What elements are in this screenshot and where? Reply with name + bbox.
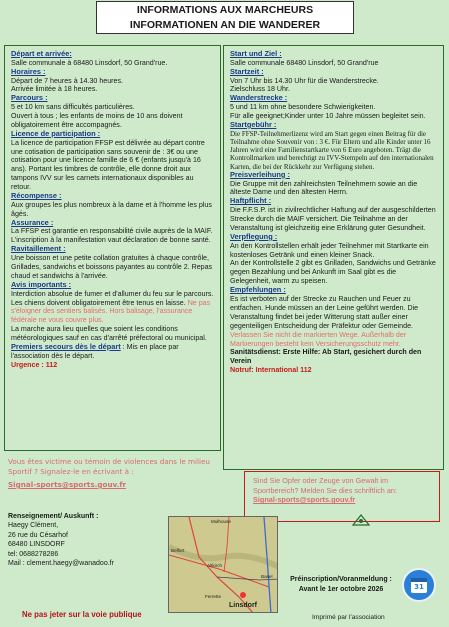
licence-text: La licence de participation FFSP est délivrée au départ contre une cotisation de participation sans souvenir de : 3€ ou une cotisation pour une licence famille de 6 € (enfants jusqu'à 16 ans). Portant les timbres de contrôle, elle donne droit aux tampons IVV sur les carnets internationaux disponibles au retour. bbox=[11, 138, 205, 192]
contact-street: 26 rue du Césarhof bbox=[8, 531, 68, 539]
map-label-basel: Basel bbox=[261, 574, 273, 579]
parcours-text-2: Ouvert à tous ; les enfants de moins de 10 ans doivent obligatoirement être accompagnés. bbox=[11, 112, 183, 129]
map-graphic bbox=[169, 517, 278, 613]
contact-city: 68480 LINSDORF bbox=[8, 541, 65, 549]
horaires-text-1: Départ de 7 heures à 14.30 heures. bbox=[11, 76, 124, 85]
location-map bbox=[168, 516, 278, 613]
horaires-text-2: Arrivée limitée à 18 heures. bbox=[11, 85, 98, 94]
map-label-altkirch: Altkirch bbox=[207, 563, 223, 568]
fr-violence-email[interactable]: Signal-sports@sports.gouv.fr bbox=[8, 480, 127, 489]
ravitaillement-heading: Ravitaillement : bbox=[11, 244, 66, 254]
start-text: Salle communale 68480 Linsdorf, 50 Grand'rue bbox=[230, 58, 379, 67]
verpflegung-heading: Verpflegung : bbox=[230, 231, 278, 241]
assurance-text: La FFSP est garantie en responsabilité civile auprès de la MAIF. L'inscription à la manifestation vaut déclaration de bonne santé. bbox=[11, 227, 213, 245]
title-box bbox=[96, 1, 354, 34]
strecke-text-2: Für alle geeignet;Kinder unter 10 Jahre müssen begleitet sein. bbox=[230, 112, 426, 121]
startzeit-heading: Startzeit : bbox=[230, 66, 264, 76]
ffsp-logo-icon bbox=[352, 513, 370, 527]
recompense-text: Aux groupes les plus nombreux à la dame et à l'homme les plus âgés. bbox=[11, 200, 212, 218]
verpflegung-text-2: An der Kontrollstelle 2 gibt es Grilladen, Sandwichs und Getränke gegen Bezahlung und bei Ankunft im Saal gibt es die Gelegenheit, warm zu speisen. bbox=[230, 259, 436, 286]
de-violence-notice bbox=[244, 471, 440, 522]
parcours-text-1: 5 et 10 km sans difficultés particulières. bbox=[11, 103, 135, 112]
empfehlungen-heading: Empfehlungen : bbox=[230, 285, 286, 295]
secours-line bbox=[11, 343, 214, 361]
title-fr: INFORMATIONS AUX MARCHEURS bbox=[136, 4, 314, 16]
ne-pas-jeter-notice: Ne pas jeter sur la voie publique bbox=[22, 610, 142, 619]
preinscription-label: Préinscription/Voranmeldung : bbox=[290, 576, 392, 583]
startzeit-text-1: Von 7 Uhr bis 14.30 Uhr für die Wanderstrecke. bbox=[230, 76, 379, 85]
contact-block bbox=[8, 512, 168, 568]
notruf-text: Notruf: International 112 bbox=[230, 366, 312, 375]
calendar-icon bbox=[402, 568, 436, 602]
depart-text: Salle communale à 68480 Linsdorf, 50 Grand'rue. bbox=[11, 58, 168, 67]
preis-heading: Preisverleihung : bbox=[230, 169, 290, 179]
avis-text-2: La marche aura lieu quelles que soient les conditions météorologiques sauf en cas d'arrêté préfectoral ou municipal. bbox=[11, 325, 207, 343]
start-heading: Start und Ziel : bbox=[230, 49, 282, 58]
haftpflicht-heading: Haftpflicht : bbox=[230, 196, 272, 206]
de-violence-email[interactable]: Signal-sports@sports.gouv.fr bbox=[253, 495, 356, 505]
map-label-linsdorf: Linsdorf bbox=[229, 602, 257, 609]
contact-heading: Renseignement/ Auskunft : bbox=[8, 513, 99, 520]
imprime-notice: Imprimé par l'association bbox=[312, 614, 385, 621]
secours-text: : Mis en place par l'association dès le départ. bbox=[11, 343, 179, 360]
map-label-belfort: Belfort bbox=[171, 548, 185, 553]
startgebuehr-heading: Startgebühr : bbox=[230, 119, 277, 129]
french-info-panel bbox=[4, 45, 221, 451]
secours-heading: Premiers secours dès le départ bbox=[11, 342, 121, 352]
depart-heading: Départ et arrivée: bbox=[11, 49, 72, 58]
verpflegung-text-1: An den Kontrollstellen erhält jeder Teilnehmer mit Startkarte ein kostenloses Getränk und einen kleiner Snack. bbox=[230, 241, 429, 259]
preinscription-block bbox=[282, 575, 400, 594]
strecke-text-1: 5 und 11 km ohne besondere Schwierigkeiten. bbox=[230, 103, 376, 112]
sanitaetsdienst-text: Sanitätsdienst: Erste Hilfe: Ab Start, gesichert durch den Verein bbox=[230, 348, 422, 366]
contact-mail[interactable]: Mail : clement.haegy@wanadoo.fr bbox=[8, 560, 114, 568]
avis-heading: Avis importants : bbox=[11, 279, 72, 289]
recompense-heading: Récompense : bbox=[11, 191, 62, 201]
urgence-text: Urgence : 112 bbox=[11, 360, 58, 369]
licence-heading: Licence de participation : bbox=[11, 128, 101, 138]
calendar-day: 31 bbox=[411, 578, 427, 593]
avis-text-1: Interdiction absolue de fumer et d'allumer du feu sur le parcours. Les chiens doivent obligatoirement être tenus en laisse. bbox=[11, 289, 214, 307]
avis-text bbox=[11, 290, 214, 326]
ravitaillement-text: Une boisson et une petite collation gratuites à chaque contrôle, Grillades, sandwichs et boissons payantes au contrôle 2. Repas chaud et sandwichs à l'arrivée. bbox=[11, 254, 213, 280]
startgebuehr-text: Die FFSP-Teilnehmerlizenz wird am Start gegen einen Beitrag für die Teilnahme ohne Souvenir von : 3 €. Für Eltern und alle Kinder unter 16 Jahren wird eine Familienstartkarte von 6 Euro angeboten. Trägt die Kontrollmarken und berechtigt zu IVV-Stempeln auf den internationalen Karten, die bei der Rückkehr zur Verfügung stehen. bbox=[230, 129, 434, 171]
map-label-ferrette: Ferrette bbox=[205, 594, 222, 599]
map-label-mulhouse: Mulhouse bbox=[211, 519, 231, 524]
empfehlungen-text-1: Es ist verboten auf der Strecke zu Rauchen und Feuer zu entfachen. Hunde müssen an der Leine geführt werden. Die Veranstaltung findet bei jeder Witterung statt außer einer gegenteiligen Entscheidung der Präfektur oder Gemeinde. bbox=[230, 294, 419, 330]
preinscription-date: Avant le 1er octobre 2026 bbox=[298, 585, 384, 593]
startzeit-text-2: Zielschluss 18 Uhr. bbox=[230, 85, 290, 94]
preis-text: Die Gruppe mit den zahlreichsten Teilnehmern sowie an die älteste Dame und den ältesten Herrn. bbox=[230, 179, 418, 197]
parcours-heading: Parcours : bbox=[11, 93, 48, 103]
empfehlungen-text bbox=[230, 295, 437, 348]
strecke-heading: Wanderstrecke : bbox=[230, 93, 288, 103]
german-info-panel bbox=[223, 45, 444, 470]
fr-violence-notice bbox=[8, 457, 223, 490]
contact-tel: tel: 0688278286 bbox=[8, 550, 59, 558]
haftpflicht-text: Die F.F.S.P. ist in zivilrechtlicher Haftung auf der ausgeschilderten Strecke durch die MAIF versichert. Die Teilnahme an der Veranstaltung ist gleichzeitig eine Erklärung guter Gesundheit. bbox=[230, 206, 436, 232]
title-de: INFORMATIONEN AN DIE WANDERER bbox=[129, 19, 321, 31]
contact-name: Haegy Clément, bbox=[8, 522, 59, 530]
fr-violence-text: Vous êtes victime ou témoin de violences dans le milieu Sportif ? Signalez-le en écrivant à : bbox=[8, 457, 210, 476]
horaires-heading: Horaires : bbox=[11, 66, 46, 76]
empfehlungen-faded-text: Verlassen Sie nicht die markierten Wege. Außerhalb der Markierungen besteht kein Versicherungsschutz mehr. bbox=[230, 330, 407, 348]
de-violence-text: Sind Sie Opfer oder Zeuge von Gewalt im Sportbereich? Melden Sie dies schriftlich an: bbox=[253, 476, 397, 495]
assurance-heading: Assurance : bbox=[11, 217, 54, 227]
avis-faded-text: Ne pas s'éloigner des sentiers balisés. Hors balisage, l'assurance fédérale ne vous couvre plus. bbox=[11, 298, 211, 325]
